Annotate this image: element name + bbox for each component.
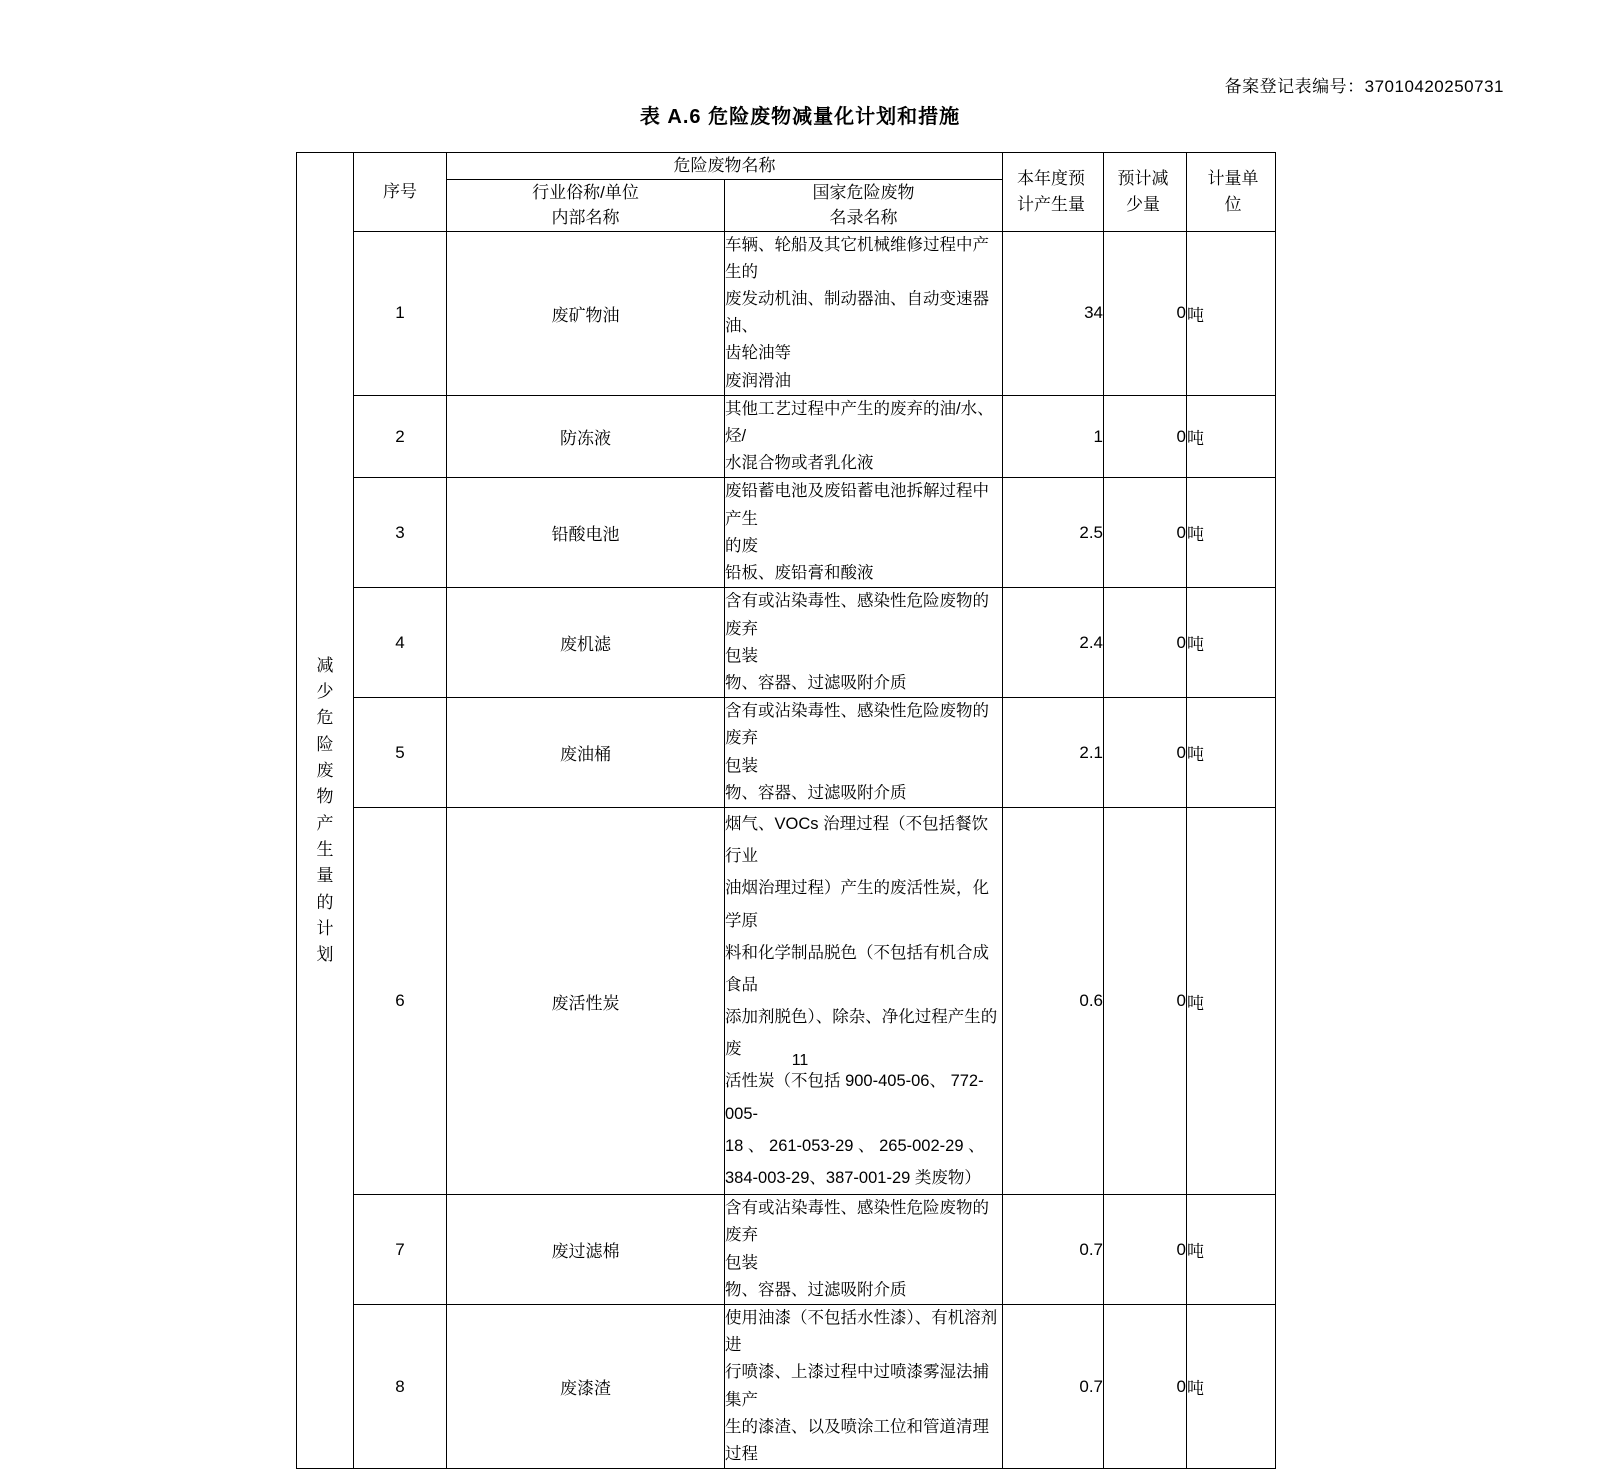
header-annual-amount-line1: 本年度预 (1017, 169, 1085, 189)
cell-local-name: 废油桶 (447, 698, 725, 808)
national-name-line: 物、容器、过滤吸附介质 (725, 1280, 907, 1299)
table-row (297, 231, 1276, 395)
table-row (297, 478, 1276, 588)
table-header-row-1 (297, 153, 1276, 180)
cell-national-name (725, 1195, 1003, 1305)
cell-seq: 2 (354, 395, 447, 478)
page-number: 11 (791, 1052, 809, 1069)
national-name-line: 添加剂脱色）、除杂、净化过程产生的废 (725, 1008, 998, 1059)
cell-annual-amount: 2.4 (1003, 588, 1104, 698)
cell-local-name: 废矿物油 (447, 231, 725, 395)
header-waste-name-group: 危险废物名称 (447, 153, 1003, 180)
cell-local-name: 防冻液 (447, 395, 725, 478)
cell-local-name: 废过滤棉 (447, 1195, 725, 1305)
cell-reduction: 0 (1104, 1195, 1187, 1305)
cell-reduction: 0 (1104, 808, 1187, 1195)
cell-national-name (725, 588, 1003, 698)
cell-reduction: 0 (1104, 698, 1187, 808)
cell-seq: 8 (354, 1305, 447, 1469)
national-name-line: 活性炭（不包括 900-405-06、 772-005- (725, 1072, 984, 1123)
row-group-header-char-6: 物 (316, 787, 334, 807)
registration-number: 备案登记表编号：37010420250731 (1224, 77, 1504, 96)
cell-reduction: 0 (1104, 588, 1187, 698)
header-seq: 序号 (354, 153, 447, 232)
national-name-line: 物、容器、过滤吸附介质 (725, 674, 907, 692)
row-group-header-char-9: 量 (316, 866, 334, 886)
row-group-header-char-11: 计 (316, 919, 334, 939)
cell-seq: 7 (354, 1195, 447, 1305)
cell-national-name (725, 478, 1003, 588)
header-reduction-line1: 预计减 (1117, 169, 1169, 189)
cell-national-name (725, 231, 1003, 395)
row-group-header-char-4: 险 (316, 734, 334, 754)
national-name-line: 含有或沾染毒性、感染性危险废物的废弃 (725, 1199, 989, 1245)
national-name-line: 物、容器、过滤吸附介质 (725, 783, 907, 802)
header-local-name (447, 179, 725, 231)
header-local-name-line2: 内部名称 (551, 208, 620, 227)
cell-seq: 4 (354, 588, 447, 698)
table-row (297, 1195, 1276, 1305)
cell-seq: 6 (354, 808, 447, 1195)
cell-unit: 吨 (1187, 698, 1276, 808)
table-row (297, 1305, 1276, 1469)
header-national-name (725, 179, 1003, 231)
row-group-header-char-12: 划 (316, 945, 334, 965)
national-name-line: 18 、 261-053-29 、 265-002-29 、 (725, 1136, 985, 1155)
national-name-line: 含有或沾染毒性、感染性危险废物的废弃 (725, 702, 989, 748)
header-unit-line2: 位 (1224, 194, 1242, 214)
row-group-header-char-7: 产 (316, 813, 334, 833)
cell-seq: 1 (354, 231, 447, 395)
table-row (297, 698, 1276, 808)
header-local-name-line1: 行业俗称/单位 (532, 182, 639, 202)
cell-reduction: 0 (1104, 1305, 1187, 1469)
header-national-name-line2: 名录名称 (829, 208, 898, 227)
header-unit (1187, 153, 1276, 232)
row-group-header-char-8: 生 (316, 840, 334, 860)
table-row (297, 808, 1276, 1195)
hazardous-waste-table (296, 152, 1276, 1469)
national-name-line: 的废 (725, 536, 758, 555)
cell-unit: 吨 (1187, 231, 1276, 395)
cell-local-name: 废机滤 (447, 588, 725, 698)
national-name-line: 384-003-29、387-001-29 类废物） (725, 1168, 981, 1187)
cell-national-name (725, 698, 1003, 808)
page-title: 表 A.6 危险废物减量化计划和措施 (639, 106, 961, 128)
cell-local-name: 废活性炭 (447, 808, 725, 1195)
header-annual-amount-line2: 计产生量 (1017, 194, 1085, 214)
national-name-line: 废润滑油 (725, 371, 791, 390)
cell-local-name: 铅酸电池 (447, 478, 725, 588)
national-name-line: 行喷漆、上漆过程中过喷漆雾湿法捕集产 (725, 1363, 989, 1409)
cell-unit: 吨 (1187, 395, 1276, 478)
row-group-header (297, 153, 354, 1469)
header-reduction (1104, 153, 1187, 232)
national-name-line: 废发动机油、制动器油、自动变速器油、 (725, 289, 989, 336)
cell-seq: 3 (354, 478, 447, 588)
cell-national-name (725, 1305, 1003, 1469)
national-name-line: 其他工艺过程中产生的废弃的油/水、烃/ (725, 399, 994, 446)
national-name-line: 车辆、轮船及其它机械维修过程中产生的 (725, 235, 989, 281)
national-name-line: 油烟治理过程）产生的废活性炭，化学原 (725, 879, 989, 930)
cell-unit: 吨 (1187, 808, 1276, 1195)
cell-local-name: 废漆渣 (447, 1305, 725, 1469)
cell-national-name (725, 395, 1003, 478)
header-annual-amount (1003, 153, 1104, 232)
row-group-header-char-1: 减 (316, 655, 334, 675)
cell-annual-amount: 0.7 (1003, 1195, 1104, 1305)
national-name-line: 包装 (725, 646, 758, 665)
national-name-line: 含有或沾染毒性、感染性危险废物的废弃 (725, 592, 989, 638)
cell-unit: 吨 (1187, 1305, 1276, 1469)
cell-unit: 吨 (1187, 588, 1276, 698)
national-name-line: 铅板、废铅膏和酸液 (725, 564, 874, 583)
row-group-header-char-10: 的 (316, 892, 334, 912)
header-national-name-line1: 国家危险废物 (812, 182, 915, 202)
national-name-line: 烟气、VOCs 治理过程（不包括餐饮行业 (725, 815, 989, 866)
national-name-line: 包装 (725, 1253, 758, 1272)
national-name-line: 废铅蓄电池及废铅蓄电池拆解过程中产生 (725, 482, 989, 528)
cell-annual-amount: 2.5 (1003, 478, 1104, 588)
row-group-header-char-2: 少 (316, 681, 334, 701)
cell-seq: 5 (354, 698, 447, 808)
cell-reduction: 0 (1104, 395, 1187, 478)
national-name-line: 齿轮油等 (725, 344, 791, 363)
cell-national-name (725, 808, 1003, 1195)
cell-unit: 吨 (1187, 478, 1276, 588)
cell-unit: 吨 (1187, 1195, 1276, 1305)
cell-annual-amount: 34 (1003, 231, 1104, 395)
cell-annual-amount: 0.6 (1003, 808, 1104, 1195)
cell-reduction: 0 (1104, 478, 1187, 588)
table-row (297, 395, 1276, 478)
national-name-line: 使用油漆（不包括水性漆）、有机溶剂进 (725, 1309, 998, 1355)
header-unit-line1: 计量单 (1207, 169, 1259, 189)
header-reduction-line2: 少量 (1126, 194, 1160, 214)
row-group-header-char-3: 危 (316, 708, 334, 728)
national-name-line: 水混合物或者乳化液 (725, 454, 874, 473)
cell-annual-amount: 1 (1003, 395, 1104, 478)
cell-annual-amount: 2.1 (1003, 698, 1104, 808)
national-name-line: 生的漆渣、以及喷涂工位和管道清理过程 (725, 1417, 989, 1464)
national-name-line: 料和化学制品脱色（不包括有机合成食品 (725, 943, 989, 994)
national-name-line: 包装 (725, 756, 758, 775)
table-row (297, 588, 1276, 698)
cell-reduction: 0 (1104, 231, 1187, 395)
row-group-header-char-5: 废 (316, 760, 334, 780)
cell-annual-amount: 0.7 (1003, 1305, 1104, 1469)
